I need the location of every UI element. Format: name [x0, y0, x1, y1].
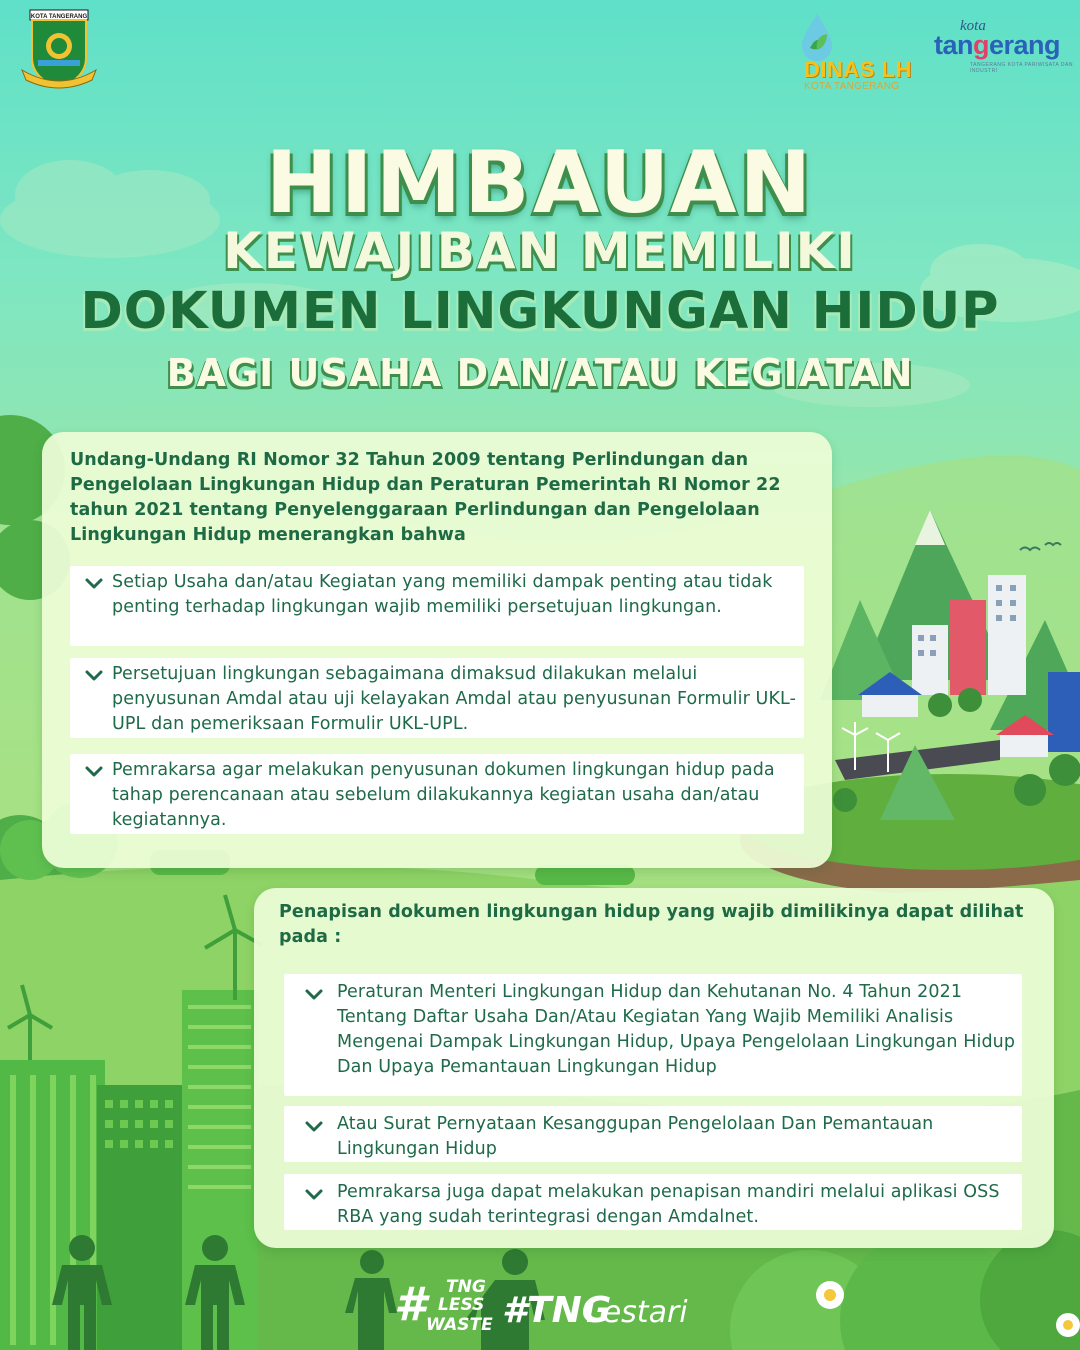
water-drop-icon — [792, 12, 842, 62]
list-item-text: Peraturan Menteri Lingkungan Hidup dan Kehutanan No. 4 Tahun 2021 Tentang Daftar Usaha Dan/Atau Kegiatan Yang Wajib Memiliki Analisis Mengenai Dampak Lingkungan Hidup, Upaya Pengelolaan Lingkungan Hidup Dan Upaya Pemantauan Lingkungan Hidup — [337, 982, 1016, 1077]
hashtag-tng-less-waste — [394, 1277, 493, 1335]
dinas-lh-logo — [790, 12, 925, 92]
list-item-text: Setiap Usaha dan/atau Kegiatan yang memiliki dampak penting atau tidak penting terhadap lingkungan wajib memiliki persetujuan lingkungan. — [112, 572, 773, 617]
chevron-down-icon — [84, 765, 104, 779]
kota-tangerang-wordmark — [932, 18, 1074, 80]
list-item — [70, 566, 804, 646]
list-item — [70, 658, 804, 738]
chevron-down-icon — [84, 669, 104, 683]
dinas-lh-subtitle: KOTA TANGERANG — [804, 81, 900, 92]
chevron-down-icon — [304, 1188, 324, 1202]
tng-tagline: TANGERANG KOTA PARIWISATA DAN INDUSTRI — [970, 62, 1073, 74]
page-title: HIMBAUAN — [265, 133, 815, 233]
list-item — [284, 1174, 1022, 1230]
campaign-hashtags — [394, 1272, 694, 1342]
svg-text:TNG: TNG — [446, 1277, 486, 1297]
svg-text:KOTA TANGERANG: KOTA TANGERANG — [30, 14, 88, 20]
chevron-down-icon — [304, 1120, 324, 1134]
title-line-2: KEWAJIBAN MEMILIKI — [223, 222, 857, 280]
svg-text:#TNG: #TNG — [502, 1290, 612, 1331]
svg-text:WASTE: WASTE — [426, 1315, 493, 1335]
svg-text:#: # — [394, 1277, 427, 1331]
screening-card — [254, 888, 1054, 1248]
dinas-lh-name: DINAS LH — [804, 57, 912, 82]
legal-basis-intro: Undang-Undang RI Nomor 32 Tahun 2009 tentang Perlindungan dan Pengelolaan Lingkungan Hidup dan Peraturan Pemerintah RI Nomor 22 tahun 2021 tentang Penyelenggaraan Perlindungan dan Pengelolaan Lingkungan Hidup menerangkan bahwa — [70, 450, 781, 545]
hashtag-tng-lestari — [502, 1290, 688, 1331]
list-item-text: Pemrakarsa juga dapat melakukan penapisan mandiri melalui aplikasi OSS RBA yang sudah terintegrasi dengan Amdalnet. — [337, 1182, 1000, 1227]
title-line-4: BAGI USAHA DAN/ATAU KEGIATAN — [166, 351, 914, 395]
title-line-3: DOKUMEN LINGKUNGAN HIDUP — [80, 282, 1000, 341]
kota-tangerang-emblem — [20, 8, 98, 94]
list-item-text: Pemrakarsa agar melakukan penyusunan dokumen lingkungan hidup pada tahap perencanaan atau sebelum dilakukannya kegiatan usaha dan/atau kegiatannya. — [112, 760, 775, 830]
list-item-text: Persetujuan lingkungan sebagaimana dimaksud dilakukan melalui penyusunan Amdal atau uji kelayakan Amdal atau penyusunan Formulir UKL-UPL dan pemeriksaan Formulir UKL-UPL. — [112, 664, 796, 734]
screening-intro: Penapisan dokumen lingkungan hidup yang wajib dimilikinya dapat dilihat pada : — [279, 902, 1024, 947]
chevron-down-icon — [304, 988, 324, 1002]
list-item — [284, 1106, 1022, 1162]
tng-main-label: tangerang — [934, 30, 1061, 60]
list-item-text: Atau Surat Pernyataan Kesanggupan Pengelolaan Dan Pemantauan Lingkungan Hidup — [337, 1114, 934, 1159]
svg-text:Lestari: Lestari — [586, 1295, 688, 1330]
chevron-down-icon — [84, 577, 104, 591]
list-item — [70, 754, 804, 834]
svg-text:LESS: LESS — [438, 1295, 485, 1315]
list-item — [284, 974, 1022, 1096]
tng-kota-label: kota — [960, 18, 986, 34]
legal-basis-card — [42, 432, 832, 868]
